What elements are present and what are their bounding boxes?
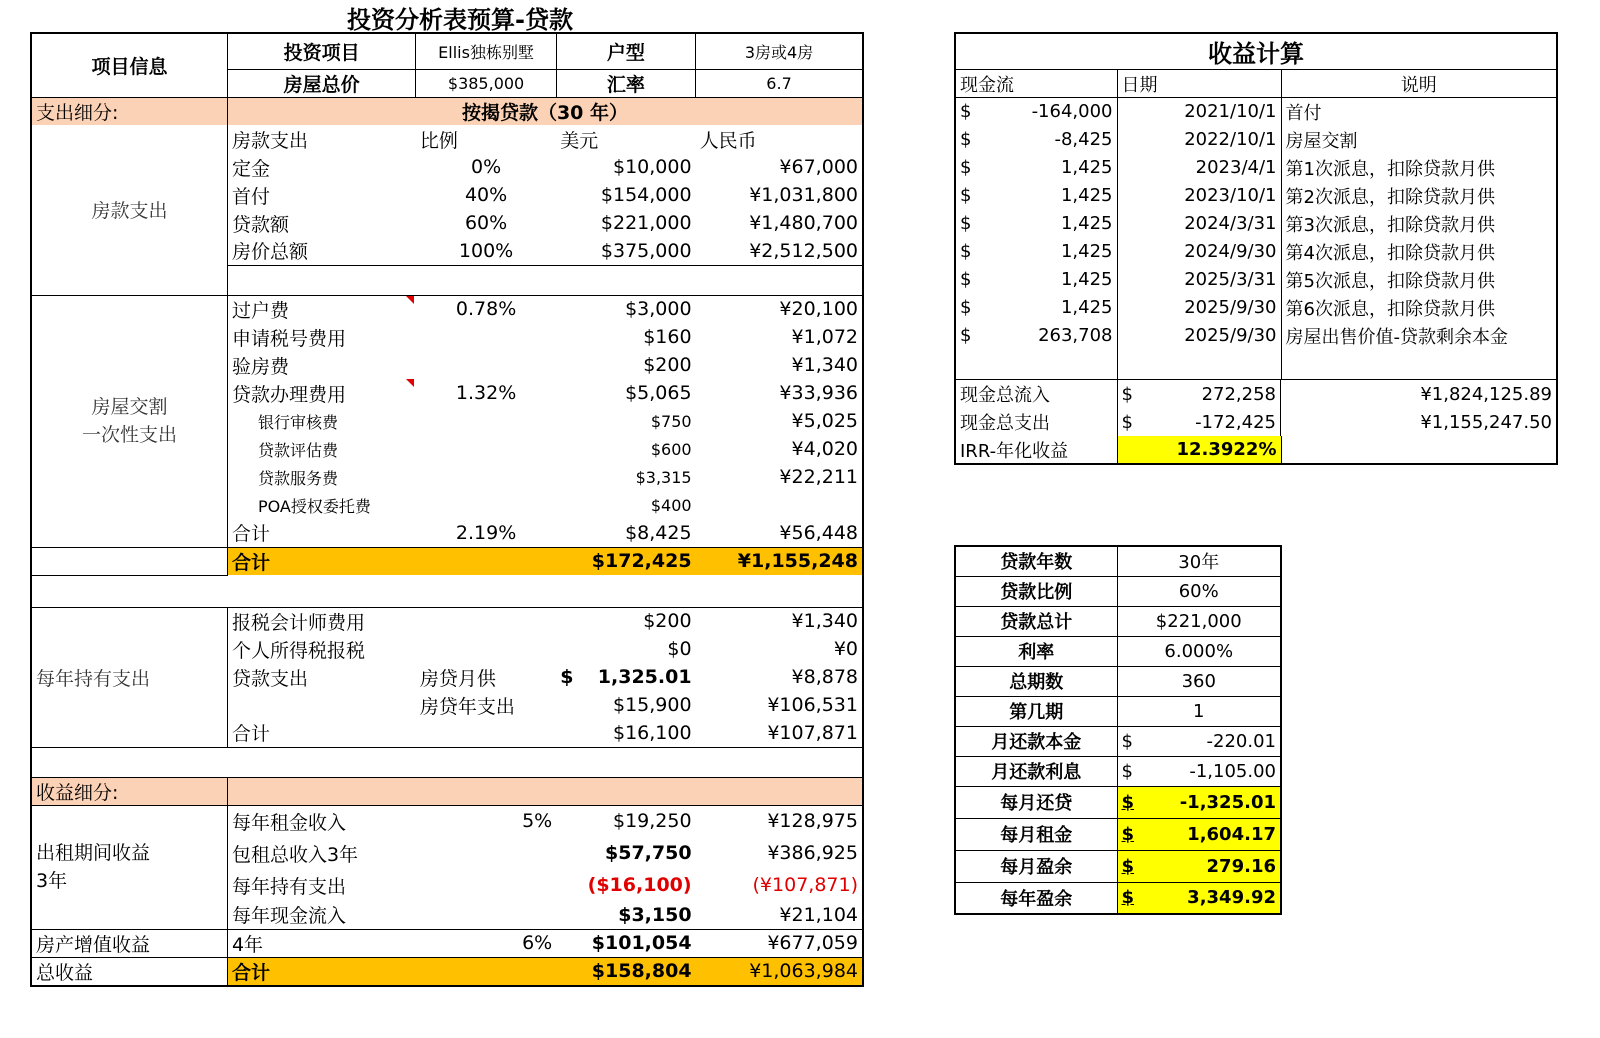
loan-label: 每年盈余	[955, 882, 1117, 914]
row-usd: $57,750	[605, 842, 692, 864]
loan-value: -220.01	[1206, 730, 1276, 752]
row-usd: $16,100	[556, 719, 695, 747]
loan-row	[955, 546, 1281, 576]
cashflow-title: 收益计算	[955, 33, 1557, 70]
cashflow-sym: $	[960, 325, 972, 346]
cashflow-desc: 第3次派息，扣除贷款月供	[1285, 214, 1495, 236]
cashflow-desc: 第2次派息，扣除贷款月供	[1285, 186, 1495, 208]
cashflow-sym: $	[960, 269, 972, 290]
appreciation-cny: ¥677,059	[696, 929, 863, 957]
row-usd: $3,150	[556, 901, 695, 929]
row-pct: 60%	[464, 212, 508, 234]
type-label: 户型	[556, 33, 695, 69]
cashflow-date: 2022/10/1	[1117, 126, 1281, 154]
cashflow-date: 2021/10/1	[1117, 98, 1281, 126]
row-cny: ¥5,025	[791, 410, 858, 432]
header-cashflow: 现金流	[955, 70, 1117, 98]
row-pct: 100%	[416, 237, 556, 265]
loan-label: 月还款利息	[955, 756, 1117, 786]
row-label: 贷款额	[231, 213, 289, 236]
house-header: 房款支出	[231, 129, 308, 152]
loan-value-cell	[1117, 850, 1281, 882]
loan-value: $221,000	[1117, 606, 1281, 636]
loan-value: -1,105.00	[1189, 760, 1276, 782]
row-cny	[696, 491, 863, 519]
appreciation-pct: 6%	[416, 929, 556, 957]
loan-value: 30年	[1117, 546, 1281, 576]
cashflow-date: 2024/3/31	[1117, 210, 1281, 238]
annual-label: 房贷年支出	[419, 695, 515, 718]
loan-value: 1	[1117, 696, 1281, 726]
cashflow-sym: $	[960, 157, 972, 178]
loan-label: 每月盈余	[955, 850, 1117, 882]
row-label: 银行审核费	[257, 412, 338, 432]
cashflow-date: 2024/9/30	[1117, 238, 1281, 266]
row-usd: $400	[650, 495, 692, 515]
row-usd: $3,000	[625, 298, 692, 321]
loan-highlight-row	[955, 786, 1281, 818]
cashflow-table	[954, 32, 1558, 465]
row-usd: ($16,100)	[587, 874, 692, 896]
loan-label: 每月租金	[955, 818, 1117, 850]
monthly-cny: ¥8,878	[791, 666, 858, 688]
cashflow-row	[955, 238, 1557, 266]
row-label: 个人所得税报税	[231, 639, 365, 662]
row-cny: ¥22,211	[779, 466, 858, 488]
loan-value-cell	[1117, 882, 1281, 914]
income-total-sub: 合计	[227, 957, 415, 986]
loan-value-cell	[1117, 818, 1281, 850]
monthly-usd: 1,325.01	[597, 666, 692, 688]
income-total-usd: $158,804	[556, 957, 695, 986]
row-cny: ¥1,031,800	[749, 184, 858, 206]
house-header: 比例	[419, 129, 458, 152]
cashflow-amount: 1,425	[981, 294, 1117, 322]
outflow-sym: $	[1121, 411, 1133, 433]
row-label: 每年持有支出	[231, 875, 346, 898]
loan-value: 279.16	[1206, 855, 1276, 877]
row-label: 定金	[231, 157, 270, 180]
cashflow-amount: 1,425	[981, 210, 1117, 238]
cashflow-row	[955, 210, 1557, 238]
rate-value: 6.7	[696, 69, 863, 97]
row-cny: ¥1,072	[791, 326, 858, 348]
page-title: 投资分析表预算-贷款	[347, 6, 573, 34]
row-cny: ¥1,340	[791, 354, 858, 376]
loan-row	[955, 726, 1281, 756]
row-usd: $8,425	[556, 519, 695, 547]
loan-value: 360	[1117, 666, 1281, 696]
row-usd: $221,000	[600, 212, 692, 234]
annual-cny: ¥106,531	[767, 694, 858, 716]
budget-table	[30, 32, 864, 987]
inflow-usd: 272,258	[1201, 383, 1276, 405]
cashflow-sym: $	[960, 297, 972, 318]
row-usd: $0	[667, 638, 692, 660]
table-row	[31, 929, 863, 957]
row-usd: $750	[650, 411, 692, 431]
monthly-sym: $	[560, 666, 574, 688]
cashflow-amount: 263,708	[981, 322, 1117, 350]
row-usd: $19,250	[612, 810, 692, 833]
loan-sym: $	[1121, 791, 1135, 813]
row-cny: ¥1,340	[791, 610, 858, 633]
loan-label: 贷款比例	[955, 576, 1117, 606]
cashflow-row	[955, 126, 1557, 154]
row-usd: $3,315	[635, 467, 692, 487]
irr-value: 12.3922%	[1117, 436, 1281, 464]
spacer	[31, 747, 863, 777]
loan-value: 1,604.17	[1187, 823, 1276, 845]
loan-sym: $	[1121, 823, 1135, 845]
loan-row	[955, 666, 1281, 696]
price-value: $385,000	[416, 69, 556, 97]
cashflow-desc: 首付	[1285, 102, 1322, 124]
appreciation-years: 4年	[227, 929, 415, 957]
loan-header: 按揭贷款（30 年）	[461, 101, 629, 124]
row-cny: ¥386,925	[767, 842, 858, 864]
expense-total-usd: $172,425	[556, 547, 695, 575]
expense-total-cny: ¥1,155,248	[696, 547, 863, 575]
annual-usd: $15,900	[612, 694, 692, 716]
row-label: 过户费	[227, 295, 415, 323]
cashflow-desc: 房屋出售价值-贷款剩余本金	[1285, 326, 1508, 348]
loan-row	[955, 606, 1281, 636]
loan-highlight-row	[955, 882, 1281, 914]
outflow-label: 现金总支出	[955, 408, 1117, 436]
income-total-cny: ¥1,063,984	[696, 957, 863, 986]
cashflow-desc: 第1次派息，扣除贷款月供	[1285, 158, 1495, 180]
loan-value-cell	[1117, 726, 1281, 756]
row-pct: 0%	[470, 156, 502, 178]
closing-label-1: 房屋交割	[91, 396, 168, 418]
rate-label: 汇率	[556, 69, 695, 97]
invest-value: Ellis独栋别墅	[416, 33, 556, 69]
house-header: 人民币	[699, 129, 757, 152]
cashflow-date: 2023/4/1	[1117, 154, 1281, 182]
row-usd: $154,000	[600, 184, 692, 206]
cashflow-amount: 1,425	[981, 238, 1117, 266]
row-usd: $600	[650, 439, 692, 459]
loan-value: 3,349.92	[1187, 887, 1276, 909]
spacer	[31, 575, 863, 607]
appreciation-label: 房产增值收益	[31, 929, 227, 957]
cashflow-row	[955, 98, 1557, 126]
loan-row	[955, 696, 1281, 726]
expense-total-label: 合计	[227, 547, 415, 575]
inflow-label: 现金总流入	[955, 380, 1117, 409]
cashflow-amount: 1,425	[981, 266, 1117, 294]
loan-calc-table	[954, 545, 1282, 915]
row-cny: ¥1,480,700	[749, 212, 858, 234]
row-usd: $160	[643, 326, 692, 348]
loan-sym: $	[1121, 730, 1133, 752]
loan-sym: $	[1121, 855, 1135, 877]
cashflow-amount: -164,000	[981, 98, 1117, 126]
row-label: 合计	[227, 719, 415, 747]
loan-value-cell	[1117, 756, 1281, 786]
loan-value: 6.000%	[1117, 636, 1281, 666]
spacer	[227, 265, 863, 295]
row-pct: 5%	[522, 810, 553, 833]
table-row	[31, 957, 863, 986]
cashflow-amount: 1,425	[981, 154, 1117, 182]
cashflow-date: 2023/10/1	[1117, 182, 1281, 210]
row-pct	[416, 323, 556, 351]
row-label: 贷款服务费	[257, 468, 338, 488]
row-label: 包租总收入3年	[231, 843, 359, 866]
row-label: 每年租金收入	[231, 811, 346, 834]
row-label: 报税会计师费用	[231, 611, 365, 634]
loan-label: 月还款本金	[955, 726, 1117, 756]
row-usd: $200	[643, 354, 692, 376]
blank-cell	[31, 547, 227, 575]
cashflow-sym: $	[960, 185, 972, 206]
rental-label-2: 3年	[36, 870, 68, 892]
cashflow-desc: 第4次派息，扣除贷款月供	[1285, 242, 1495, 264]
row-pct: 2.19%	[416, 519, 556, 547]
house-group-label: 房款支出	[31, 125, 227, 295]
income-total-label: 总收益	[31, 957, 227, 986]
row-label: 房价总额	[227, 237, 415, 265]
cashflow-desc: 第5次派息，扣除贷款月供	[1285, 270, 1495, 292]
cashflow-row	[955, 182, 1557, 210]
row-cny: ¥128,975	[767, 810, 858, 833]
row-label: 贷款评估费	[257, 440, 338, 460]
loan-highlight-row	[955, 850, 1281, 882]
row-cny: ¥2,512,500	[696, 237, 863, 265]
loan-label: 总期数	[955, 666, 1117, 696]
cashflow-sym: $	[960, 129, 972, 150]
loan-label: 贷款支出	[231, 667, 308, 690]
row-label: 合计	[227, 519, 415, 547]
row-label: 贷款办理费用	[227, 379, 415, 407]
row-cny: ¥0	[833, 638, 858, 660]
outflow-cny: ¥1,155,247.50	[1420, 411, 1552, 433]
row-label: 每年现金流入	[227, 901, 415, 929]
row-cny: ¥21,104	[696, 901, 863, 929]
cashflow-desc: 第6次派息，扣除贷款月供	[1285, 298, 1495, 320]
row-cny: ¥4,020	[791, 438, 858, 460]
rental-label-1: 出租期间收益	[36, 842, 151, 864]
loan-label: 第几期	[955, 696, 1117, 726]
row-cny: ¥107,871	[696, 719, 863, 747]
expense-section-label: 支出细分:	[31, 97, 227, 125]
inflow-cny: ¥1,824,125.89	[1420, 383, 1552, 405]
row-usd: $5,065	[625, 382, 692, 404]
loan-row	[955, 636, 1281, 666]
irr-label: IRR-年化收益	[955, 436, 1117, 464]
row-cny: ¥33,936	[779, 382, 858, 404]
loan-value: -1,325.01	[1179, 791, 1276, 813]
cashflow-row	[955, 266, 1557, 294]
row-usd: $375,000	[556, 237, 695, 265]
project-info-label: 项目信息	[31, 33, 227, 97]
loan-label: 每月还贷	[955, 786, 1117, 818]
row-label: 申请税号费用	[231, 327, 346, 350]
rental-group-label	[31, 805, 227, 929]
cashflow-sym: $	[960, 101, 972, 123]
loan-highlight-row	[955, 818, 1281, 850]
cashflow-row	[955, 322, 1557, 350]
cashflow-amount: -8,425	[981, 126, 1117, 154]
closing-label-2: 一次性支出	[81, 424, 177, 446]
row-cny: ¥56,448	[696, 519, 863, 547]
row-usd: $200	[643, 610, 692, 633]
loan-row	[955, 576, 1281, 606]
row-cny: ¥67,000	[779, 156, 858, 178]
price-label: 房屋总价	[227, 69, 415, 97]
row-label: 验房费	[231, 355, 289, 378]
loan-value: 60%	[1117, 576, 1281, 606]
row-label: 首付	[231, 185, 270, 208]
cashflow-row	[955, 294, 1557, 322]
loan-sym: $	[1121, 760, 1133, 782]
type-value: 3房或4房	[696, 33, 863, 69]
appreciation-usd: $101,054	[556, 929, 695, 957]
outflow-usd: -172,425	[1195, 411, 1276, 433]
row-pct: 1.32%	[455, 382, 517, 404]
cashflow-row	[955, 154, 1557, 182]
table-row	[955, 408, 1557, 436]
loan-row	[955, 756, 1281, 786]
loan-label: 贷款总计	[955, 606, 1117, 636]
loan-value-cell	[1117, 786, 1281, 818]
row-cny: ¥20,100	[779, 298, 858, 321]
loan-sym: $	[1121, 887, 1135, 909]
house-header: 美元	[560, 129, 599, 152]
cashflow-sym: $	[960, 213, 972, 234]
cashflow-sym: $	[960, 241, 972, 262]
cashflow-date: 2025/3/31	[1117, 266, 1281, 294]
table-row	[955, 380, 1557, 409]
cashflow-date: 2025/9/30	[1117, 294, 1281, 322]
loan-label: 利率	[955, 636, 1117, 666]
row-pct: 40%	[464, 184, 508, 206]
header-date: 日期	[1117, 70, 1281, 98]
table-row	[955, 436, 1557, 464]
inflow-sym: $	[1121, 383, 1133, 405]
cashflow-desc: 房屋交割	[1285, 130, 1358, 152]
income-section-label: 收益细分:	[31, 777, 227, 805]
cashflow-amount: 1,425	[981, 182, 1117, 210]
closing-group-label	[31, 295, 227, 547]
row-pct: 0.78%	[455, 298, 517, 321]
row-usd: $10,000	[612, 156, 692, 178]
row-pct	[416, 351, 556, 379]
row-label: POA授权委托费	[257, 496, 371, 516]
loan-label: 贷款年数	[955, 546, 1117, 576]
yearly-group-label: 每年持有支出	[31, 607, 227, 747]
row-cny: (¥107,871)	[752, 874, 858, 896]
invest-label: 投资项目	[227, 33, 415, 69]
header-desc: 说明	[1281, 70, 1557, 98]
monthly-label: 房贷月供	[419, 667, 496, 690]
cashflow-date: 2025/9/30	[1117, 322, 1281, 350]
